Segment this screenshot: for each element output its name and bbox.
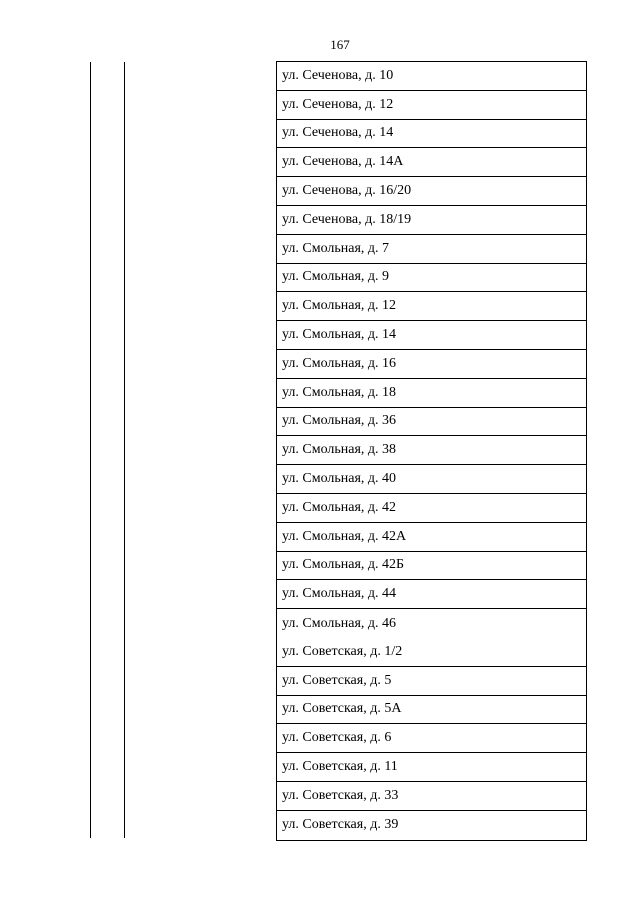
table-row bbox=[277, 667, 586, 696]
table-row bbox=[277, 782, 586, 811]
address-cell: ул. Сеченова, д. 14 bbox=[282, 125, 394, 141]
address-cell: ул. Смольная, д. 7 bbox=[282, 240, 390, 256]
address-cell: ул. Советская, д. 33 bbox=[282, 787, 399, 803]
table-row bbox=[277, 292, 586, 321]
table-row bbox=[277, 696, 586, 725]
table-row bbox=[277, 494, 586, 523]
address-cell: ул. Советская, д. 1/2 bbox=[282, 643, 403, 659]
table-row bbox=[277, 436, 586, 465]
table-row bbox=[277, 62, 586, 91]
address-cell: ул. Сеченова, д. 14А bbox=[282, 154, 404, 170]
page-number: 167 bbox=[330, 37, 350, 52]
address-cell: ул. Смольная, д. 16 bbox=[282, 355, 397, 371]
address-cell: ул. Советская, д. 39 bbox=[282, 817, 399, 833]
table-row bbox=[277, 408, 586, 437]
table-row bbox=[277, 609, 586, 638]
table-row bbox=[277, 148, 586, 177]
table-row bbox=[277, 638, 586, 667]
address-cell: ул. Советская, д. 5 bbox=[282, 672, 392, 688]
address-cell: ул. Сеченова, д. 10 bbox=[282, 67, 394, 83]
address-cell: ул. Сеченова, д. 12 bbox=[282, 96, 394, 112]
table-row bbox=[277, 350, 586, 379]
address-cell: ул. Советская, д. 11 bbox=[282, 759, 398, 775]
address-cell: ул. Смольная, д. 12 bbox=[282, 298, 397, 314]
table-row bbox=[277, 523, 586, 552]
table-row bbox=[277, 264, 586, 293]
address-cell: ул. Смольная, д. 42Б bbox=[282, 557, 405, 573]
table-row bbox=[277, 206, 586, 235]
table-row bbox=[277, 465, 586, 494]
address-cell: ул. Смольная, д. 46 bbox=[282, 615, 397, 631]
address-cell: ул. Смольная, д. 40 bbox=[282, 471, 397, 487]
address-cell: ул. Смольная, д. 44 bbox=[282, 586, 397, 602]
table-row bbox=[277, 91, 586, 120]
table-row bbox=[277, 724, 586, 753]
table-row bbox=[277, 235, 586, 264]
address-cell: ул. Сеченова, д. 18/19 bbox=[282, 211, 412, 227]
table-row bbox=[277, 379, 586, 408]
address-cell: ул. Смольная, д. 42А bbox=[282, 528, 407, 544]
table-row bbox=[277, 552, 586, 581]
address-cell: ул. Смольная, д. 36 bbox=[282, 413, 397, 429]
table-row bbox=[277, 753, 586, 782]
table-column-divider bbox=[90, 62, 91, 838]
table-row bbox=[277, 580, 586, 609]
address-cell: ул. Смольная, д. 14 bbox=[282, 327, 397, 343]
table-row bbox=[277, 177, 586, 206]
address-cell: ул. Сеченова, д. 16/20 bbox=[282, 183, 412, 199]
address-cell: ул. Смольная, д. 9 bbox=[282, 269, 390, 285]
table-column-divider bbox=[124, 62, 125, 838]
address-table bbox=[276, 61, 587, 841]
table-row bbox=[277, 120, 586, 149]
address-cell: ул. Советская, д. 6 bbox=[282, 730, 392, 746]
table-row bbox=[277, 811, 586, 840]
address-cell: ул. Смольная, д. 42 bbox=[282, 499, 397, 515]
address-cell: ул. Советская, д. 5А bbox=[282, 701, 402, 717]
address-cell: ул. Смольная, д. 18 bbox=[282, 384, 397, 400]
table-row bbox=[277, 321, 586, 350]
address-cell: ул. Смольная, д. 38 bbox=[282, 442, 397, 458]
